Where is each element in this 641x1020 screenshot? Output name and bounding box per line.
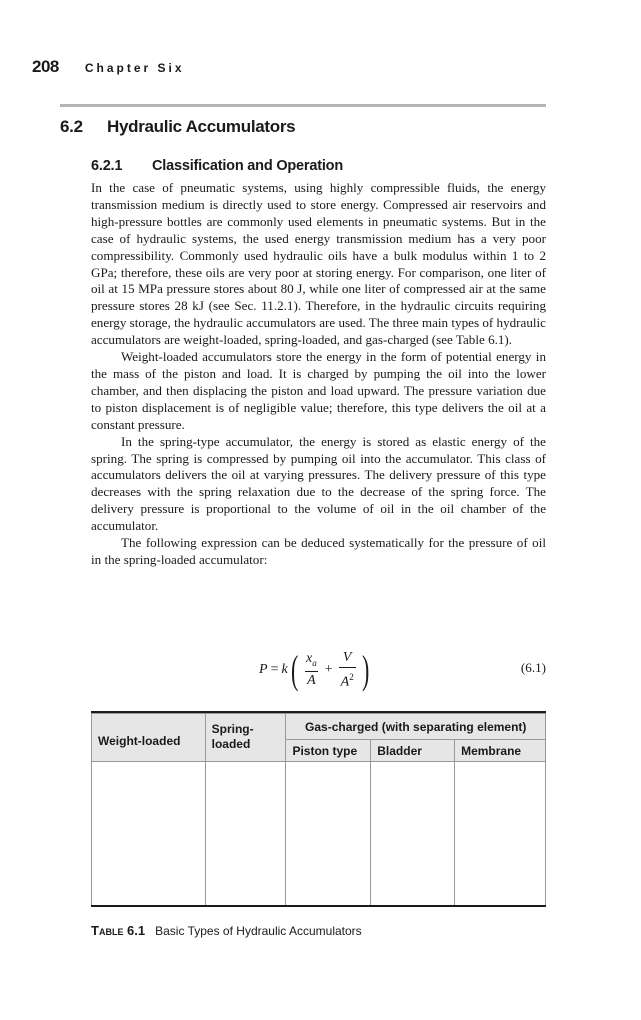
cell-piston-type-image <box>286 762 371 907</box>
paragraph: The following expression can be deduced systematically for the pressure of oil in the spring-loaded accumulator: <box>91 535 546 567</box>
eq-coef: k <box>281 662 288 677</box>
header-piston-type: Piston type <box>286 740 371 762</box>
eq-lhs: P <box>259 662 268 677</box>
body-text <box>91 180 546 569</box>
header-membrane: Membrane <box>455 740 546 762</box>
table-caption <box>91 923 362 938</box>
frac2-numerator: V <box>342 649 352 665</box>
fraction-2 <box>339 650 356 691</box>
header-spring-loaded: Spring-loaded <box>205 714 286 762</box>
section-title: Hydraulic Accumulators <box>107 117 296 136</box>
section-rule <box>60 104 546 107</box>
frac1-denominator: A <box>307 673 316 689</box>
equation-number: (6.1) <box>520 660 546 675</box>
section-number: 6.2 <box>60 117 83 136</box>
eq-equals: = <box>270 662 279 677</box>
accumulator-types-table <box>91 713 546 907</box>
header-weight-loaded: Weight-loaded <box>92 714 206 762</box>
header-bladder: Bladder <box>371 740 455 762</box>
equation-6-1 <box>91 648 546 692</box>
subsection-number: 6.2.1 <box>91 158 123 174</box>
subsection-heading <box>91 158 343 174</box>
cell-membrane-image <box>455 762 546 907</box>
left-paren: ( <box>290 647 299 692</box>
paragraph: Weight-loaded accumulators store the energy in the form of potential energy in the mass of the piston and load. It is charged by pumping the oil into the lower chamber, and then displacing the piston and load upward. The pressure variation due to piston displacement is of negligible value; therefore, this type delivers the oil at a constant pressure. <box>91 349 546 432</box>
cell-bladder-image <box>371 762 455 907</box>
table-image-row <box>92 762 546 907</box>
paragraph: In the case of pneumatic systems, using highly compressible fluids, the energy transmission medium is directly used to store energy. Compressed air reservoirs and high-pressure bottles are commonly used elements in pneumatic systems. But in the case of hydraulic systems, the used energy transmission medium has a very poor compressibility. Commonly used hydraulic oils have a bulk modulus within 1 to 2 GPa; therefore, these oils are very poor at storing energy. For comparison, one liter of oil at 15 MPa pressure stores about 80 J, while one liter of compressed air at the same pressure stores 28 kJ (see Sec. 11.2.1). Therefore, in the hydraulic circuits requiring energy storage, the hydraulic accumulators are used. The three main types of hydraulic accumulators are weight-loaded, spring-loaded, and gas-charged (see Table 6.1). <box>91 180 546 348</box>
cell-spring-loaded-image <box>205 762 286 907</box>
running-header <box>32 57 185 77</box>
page-number: 208 <box>32 57 59 76</box>
paragraph: In the spring-type accumulator, the energy is stored as elastic energy of the spring. The spring is compressed by pumping oil into the accumulator. This class of accumulators delivers the oil at varying pressures. The delivery pressure of this type decreases with the spring relaxation due to the decrease of the spring force. The delivery pressure is proportional to the volume of oil in the oil chamber of the accumulator. <box>91 433 546 534</box>
equation-body <box>259 648 372 692</box>
header-gas-charged: Gas-charged (with separating element) <box>286 714 546 740</box>
chapter-label: Chapter Six <box>84 61 185 75</box>
cell-weight-loaded-image <box>92 762 206 907</box>
table-bottom-rule <box>91 905 546 907</box>
caption-text: Basic Types of Hydraulic Accumulators <box>155 924 362 938</box>
eq-plus: + <box>324 662 333 677</box>
fraction-1 <box>304 651 319 690</box>
frac1-numerator: $x_a$ <box>306 650 317 668</box>
section-heading <box>60 117 295 137</box>
caption-label: Table 6.1 <box>91 923 146 938</box>
frac2-denominator: $A^2$ <box>339 667 356 691</box>
right-paren: ) <box>361 647 370 692</box>
subsection-title: Classification and Operation <box>152 158 343 174</box>
